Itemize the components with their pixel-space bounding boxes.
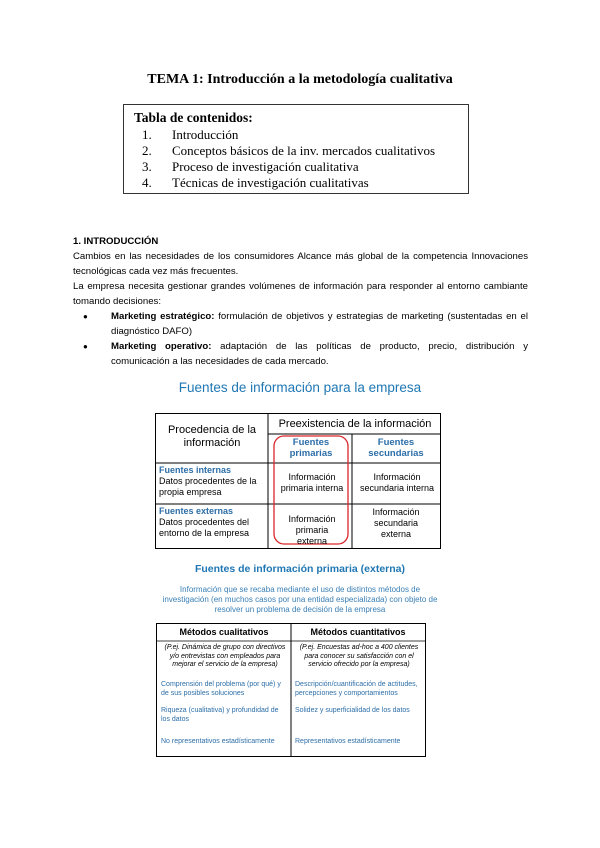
header-preexistencia: Preexistencia de la información — [278, 418, 432, 430]
row-externas — [159, 506, 267, 539]
cell-secundaria-externa: Información secundaria externa — [372, 507, 420, 539]
toc-item — [134, 159, 458, 175]
feature-cualitativo-1: Comprensión del problema (por qué) y de sus posibles soluciones — [161, 681, 281, 697]
cell-secundaria-interna: Información secundaria interna — [359, 472, 435, 493]
methods-table — [156, 623, 426, 757]
header-primarias: Fuentes primarias — [289, 437, 333, 459]
bullet-list — [73, 309, 528, 369]
bullet-text: adaptación de las políticas de producto, precio, distribución y comunicación a las necesidades de cada mercado. — [111, 341, 528, 367]
figure2-title: Fuentes de información primaria (externa) — [194, 563, 406, 575]
feature-cuantitativo-3: Representativos estadísticamente — [295, 738, 401, 745]
toc-item — [134, 175, 458, 191]
cell-primaria-interna: Información primaria interna — [280, 472, 344, 493]
feature-cuantitativo-2: Solidez y superficialidad de los datos — [295, 707, 410, 714]
externas-heading: Fuentes externas — [159, 506, 234, 516]
bullet-text: formulación de objetivos y estrategias de marketing (sustentadas en el diagnóstico DAFO) — [111, 311, 528, 337]
toc-num: 4. — [142, 175, 152, 190]
toc-num: 2. — [142, 143, 152, 158]
bullet-bold: Marketing estratégico: — [111, 311, 215, 322]
feature-cualitativo-3: No representativos estadísticamente — [161, 738, 275, 745]
internas-heading: Fuentes internas — [159, 465, 232, 475]
list-item — [111, 309, 528, 339]
header-procedencia: Procedencia de la información — [167, 424, 257, 449]
sources-table — [155, 413, 441, 549]
row-internas — [159, 465, 267, 498]
internas-desc: Datos procedentes de la propia empresa — [159, 476, 257, 497]
paragraph: La empresa necesita gestionar grandes volúmenes de información para responder al entorno cambiante tomando decisiones: — [73, 281, 528, 307]
bullet-bold: Marketing operativo: — [111, 341, 212, 352]
example-cuantitativo: (P.ej. Encuestas ad-hoc a 400 clientes para conocer su satisfacción con el servicio ofrecido por la empresa) — [299, 644, 419, 668]
toc-num: 3. — [142, 159, 152, 174]
table-of-contents — [123, 104, 469, 194]
header-secundarias: Fuentes secundarias — [368, 437, 424, 459]
figure2-description: Información que se recaba mediante el uso de distintos métodos de investigación (en muchos casos por una entidad especializada) con objeto de resolver un problema de decisión de la empresa — [162, 585, 438, 614]
feature-cualitativo-2: Riqueza (cualitativa) y profundidad de los datos — [161, 707, 279, 723]
section-intro — [73, 234, 528, 369]
example-cualitativo: (P.ej. Dinámica de grupo con directivos y/o entrevistas con empleados para mejorar el servicio de la empresa) — [164, 644, 286, 668]
toc-num: 1. — [142, 127, 152, 142]
toc-text: Conceptos básicos de la inv. mercados cualitativos — [172, 143, 436, 158]
feature-cuantitativo-1: Descripción/cuantificación de actitudes, percepciones y comportamientos — [295, 681, 418, 697]
cell-primaria-externa: Información primaria externa — [288, 514, 336, 546]
figure1-title: Fuentes de información para la empresa — [178, 380, 422, 395]
toc-text: Proceso de investigación cualitativa — [172, 159, 359, 174]
section-heading: 1. INTRODUCCIÓN — [73, 236, 159, 247]
list-item — [111, 339, 528, 369]
page-title: TEMA 1: Introducción a la metodología cualitativa — [147, 72, 453, 87]
header-cualitativos: Métodos cualitativos — [179, 627, 269, 637]
toc-text: Técnicas de investigación cualitativas — [172, 175, 369, 190]
toc-item — [134, 143, 458, 159]
header-cuantitativos: Métodos cuantitativos — [310, 627, 406, 637]
externas-desc: Datos procedentes del entorno de la empresa — [159, 517, 250, 538]
paragraph: Cambios en las necesidades de los consumidores Alcance más global de la competencia Innovaciones tecnológicas cada vez más frecuentes. — [73, 251, 528, 277]
toc-text: Introducción — [172, 127, 239, 142]
toc-heading: Tabla de contenidos: — [134, 110, 253, 125]
toc-item — [134, 127, 458, 143]
